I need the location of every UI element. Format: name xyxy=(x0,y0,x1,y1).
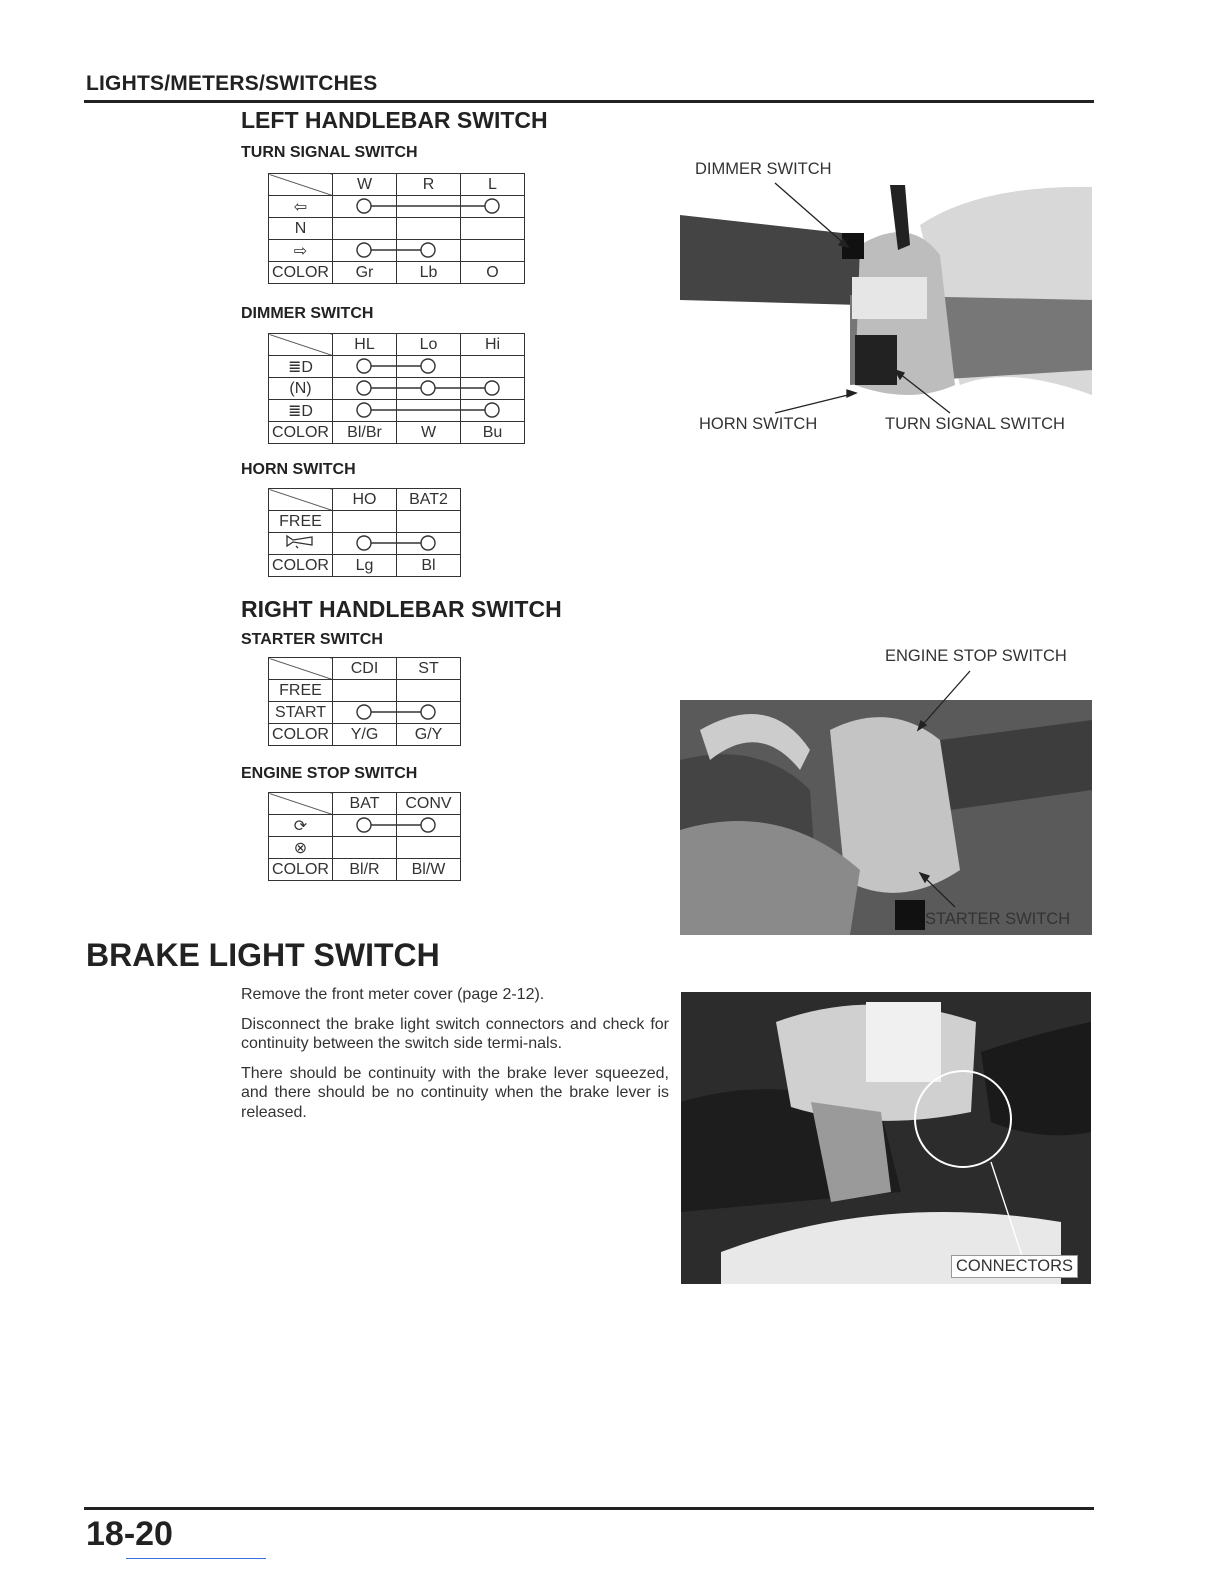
engine-stop-table xyxy=(268,792,461,881)
left-arrow-icon: ⇦ xyxy=(269,196,333,218)
section-header: LIGHTS/METERS/SWITCHES xyxy=(86,72,378,95)
table-corner xyxy=(269,793,333,815)
right-callout-lines xyxy=(680,635,1092,935)
run-icon: ⟳ xyxy=(269,815,333,837)
color-label: COLOR xyxy=(269,859,333,881)
col-header: BAT2 xyxy=(397,489,461,511)
meter-photo-art xyxy=(681,992,1091,1284)
brake-light-title: BRAKE LIGHT SWITCH xyxy=(86,937,440,973)
color-label: COLOR xyxy=(269,555,333,577)
turn-signal-callout: TURN SIGNAL SWITCH xyxy=(885,415,1065,433)
connectors-callout: CONNECTORS xyxy=(951,1255,1078,1278)
right-arrow-icon: ⇨ xyxy=(269,240,333,262)
col-header: HO xyxy=(333,489,397,511)
right-switch-photo-panel xyxy=(680,635,1092,935)
col-header: Hi xyxy=(461,334,525,356)
col-header: HL xyxy=(333,334,397,356)
starter-switch-title: STARTER SWITCH xyxy=(241,631,383,648)
starter-switch-callout: STARTER SWITCH xyxy=(925,910,1071,928)
dimmer-switch-callout: DIMMER SWITCH xyxy=(695,160,832,178)
col-header: L xyxy=(461,174,525,196)
table-corner xyxy=(269,658,333,680)
horn-switch-title: HORN SWITCH xyxy=(241,461,356,478)
horn-icon xyxy=(269,533,333,555)
dimmer-switch-title: DIMMER SWITCH xyxy=(241,305,374,322)
wire-color: Y/G xyxy=(333,724,397,746)
turn-signal-table xyxy=(268,173,525,284)
table-corner xyxy=(269,174,333,196)
brake-instructions xyxy=(241,985,669,1132)
col-header: CDI xyxy=(333,658,397,680)
row-label: START xyxy=(269,702,333,724)
wire-color: O xyxy=(461,262,525,284)
stop-icon: ⊗ xyxy=(269,837,333,859)
wire-color: Bl xyxy=(397,555,461,577)
footer-rule xyxy=(84,1507,1094,1510)
table-corner xyxy=(269,334,333,356)
col-header: W xyxy=(333,174,397,196)
dimmer-switch-table xyxy=(268,333,525,444)
page-link-underline xyxy=(126,1558,266,1559)
table-corner xyxy=(269,489,333,511)
horn-switch-callout: HORN SWITCH xyxy=(699,415,818,433)
wire-color: W xyxy=(397,422,461,444)
instruction-paragraph: There should be continuity with the brake lever squeezed, and there should be no continuity when the brake lever is released. xyxy=(241,1064,669,1121)
horn-switch-table xyxy=(268,488,461,577)
wire-color: G/Y xyxy=(397,724,461,746)
wire-color: Bl/W xyxy=(397,859,461,881)
low-beam-icon: ≣D xyxy=(269,356,333,378)
color-label: COLOR xyxy=(269,724,333,746)
left-handlebar-title: LEFT HANDLEBAR SWITCH xyxy=(241,107,548,133)
left-switch-photo-panel xyxy=(680,145,1092,445)
left-callout-lines xyxy=(680,145,1092,445)
wire-color: Lg xyxy=(333,555,397,577)
high-beam-icon: ≣D xyxy=(269,400,333,422)
header-rule xyxy=(84,100,1094,103)
row-label: N xyxy=(269,218,333,240)
wire-color: Lb xyxy=(397,262,461,284)
color-label: COLOR xyxy=(269,262,333,284)
wire-color: Bl/R xyxy=(333,859,397,881)
meter-connectors-photo xyxy=(681,992,1091,1284)
instruction-paragraph: Disconnect the brake light switch connectors and check for continuity between the switch side termi-nals. xyxy=(241,1015,669,1052)
row-label: FREE xyxy=(269,680,333,702)
row-label: (N) xyxy=(269,378,333,400)
wire-color: Bl/Br xyxy=(333,422,397,444)
col-header: CONV xyxy=(397,793,461,815)
col-header: Lo xyxy=(397,334,461,356)
engine-stop-title: ENGINE STOP SWITCH xyxy=(241,765,418,782)
right-handlebar-title: RIGHT HANDLEBAR SWITCH xyxy=(241,596,562,622)
col-header: R xyxy=(397,174,461,196)
instruction-paragraph: Remove the front meter cover (page 2-12). xyxy=(241,986,545,1003)
wire-color: Gr xyxy=(333,262,397,284)
col-header: ST xyxy=(397,658,461,680)
engine-stop-callout: ENGINE STOP SWITCH xyxy=(885,647,1067,665)
col-header: BAT xyxy=(333,793,397,815)
starter-switch-table xyxy=(268,657,461,746)
color-label: COLOR xyxy=(269,422,333,444)
page-number: 18-20 xyxy=(86,1515,173,1553)
row-label: FREE xyxy=(269,511,333,533)
wire-color: Bu xyxy=(461,422,525,444)
turn-signal-title: TURN SIGNAL SWITCH xyxy=(241,144,418,161)
